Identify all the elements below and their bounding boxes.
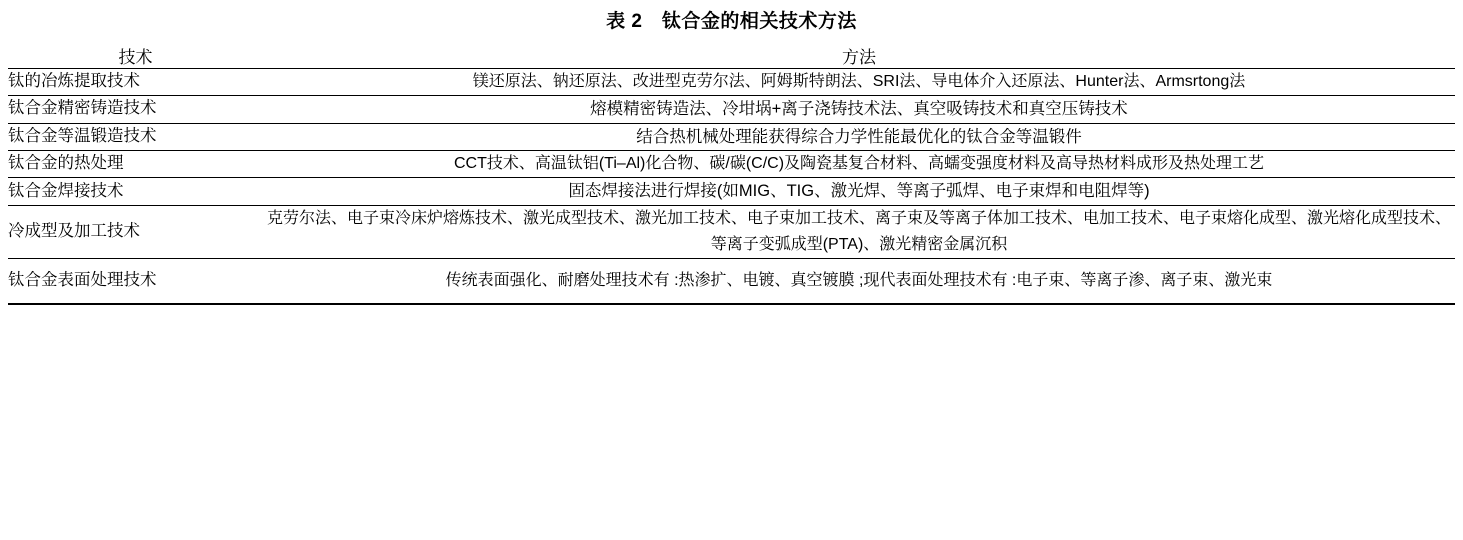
cell-method: 固态焊接法进行焊接(如MIG、TIG、激光焊、等离子弧焊、电子束焊和电阻焊等) <box>263 178 1455 206</box>
cell-technology: 钛合金等温锻造技术 <box>8 123 263 151</box>
cell-method: 传统表面强化、耐磨处理技术有 :热渗扩、电镀、真空镀膜 ;现代表面处理技术有 :电子束、等离子渗、离子束、激光束 <box>263 258 1455 303</box>
cell-technology: 钛合金精密铸造技术 <box>8 95 263 123</box>
table-row <box>8 123 1455 151</box>
cell-technology: 冷成型及加工技术 <box>8 205 263 258</box>
technology-methods-table <box>8 43 1455 305</box>
table-row <box>8 69 1455 96</box>
table-row <box>8 258 1455 303</box>
table-title: 表 2 钛合金的相关技术方法 <box>606 11 857 32</box>
cell-method: 熔模精密铸造法、冷坩埚+离子浇铸技术法、真空吸铸技术和真空压铸技术 <box>263 95 1455 123</box>
table-header-row <box>8 43 1455 69</box>
column-header-technology: 技术 <box>118 48 153 67</box>
table-row <box>8 95 1455 123</box>
cell-technology: 钛合金的热处理 <box>8 151 263 178</box>
cell-method: 结合热机械处理能获得综合力学性能最优化的钛合金等温锻件 <box>263 123 1455 151</box>
column-header-method: 方法 <box>842 48 876 67</box>
cell-technology: 钛合金表面处理技术 <box>8 258 263 303</box>
cell-technology: 钛合金焊接技术 <box>8 178 263 206</box>
cell-method: 克劳尔法、电子束冷床炉熔炼技术、激光成型技术、激光加工技术、电子束加工技术、离子束及等离子体加工技术、电加工技术、电子束熔化成型、激光熔化成型技术、等离子变弧成型(PTA)、激光精密金属沉积 <box>263 205 1455 258</box>
cell-method: 镁还原法、钠还原法、改进型克劳尔法、阿姆斯特朗法、SRI法、导电体介入还原法、Hunter法、Armsrtong法 <box>263 69 1455 96</box>
table-row <box>8 205 1455 258</box>
table-row <box>8 178 1455 206</box>
table-row <box>8 151 1455 178</box>
cell-technology: 钛的冶炼提取技术 <box>8 69 263 96</box>
cell-method: CCT技术、高温钛铝(Ti–Al)化合物、碳/碳(C/C)及陶瓷基复合材料、高蠕变强度材料及高导热材料成形及热处理工艺 <box>263 151 1455 178</box>
